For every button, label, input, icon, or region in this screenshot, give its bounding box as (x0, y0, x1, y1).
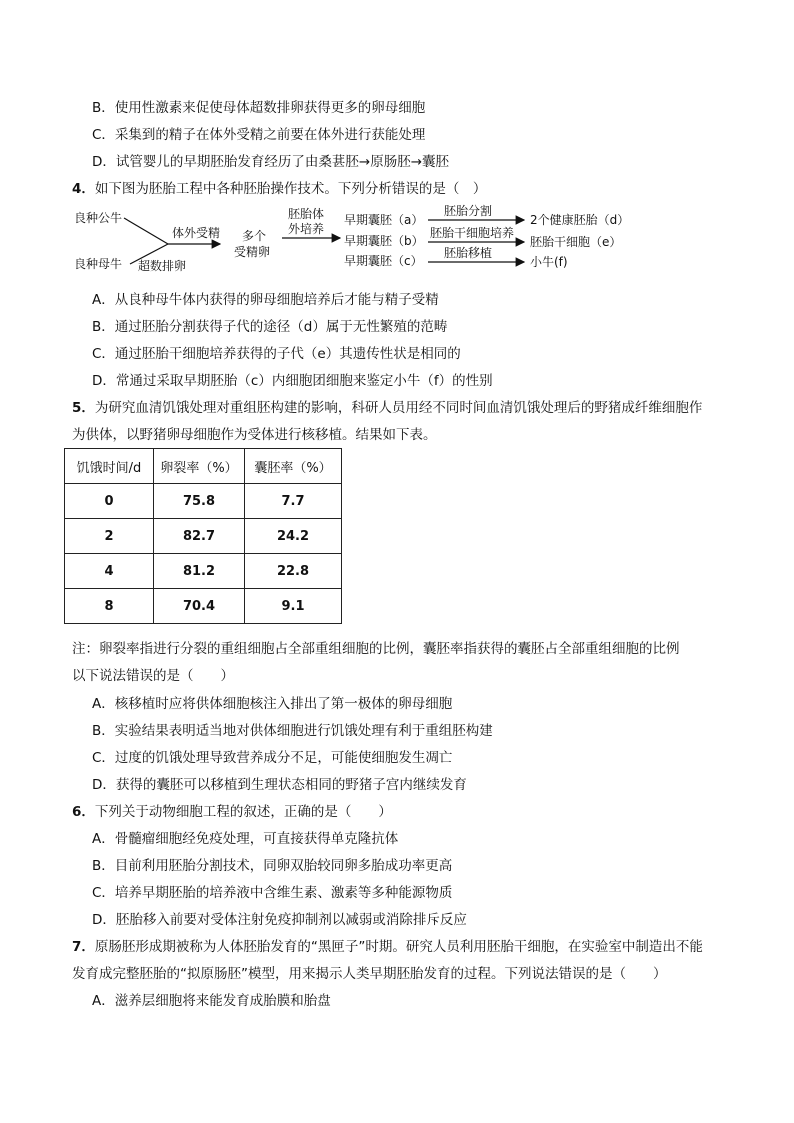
table-cell: 22.8 (245, 554, 342, 589)
table-header: 卵裂率（%） (154, 449, 245, 484)
table-cell: 70.4 (154, 589, 245, 624)
question-text: 下列关于动物细胞工程的叙述，正确的是（ ） (94, 804, 392, 820)
results-table (64, 448, 342, 624)
question-4-stem (72, 177, 486, 197)
table-row (65, 519, 342, 554)
question-7-stem-2: 发育成完整胚胎的“拟原肠胚”模型，用来揭示人类早期胚胎发育的过程。下列说法错误的是（ ） (72, 966, 667, 982)
table-header: 囊胚率（%） (245, 449, 342, 484)
table-cell: 0 (65, 484, 154, 519)
q4-option-b: B．通过胚胎分割获得子代的途径（d）属于无性繁殖的范畴 (92, 319, 448, 335)
line-bull (124, 218, 168, 244)
label-cow: 良种母牛 (74, 257, 123, 271)
q4-option-c: C．通过胚胎干细胞培养获得的子代（e）其遗传性状是相同的 (92, 346, 461, 362)
label-output-d: 2个健康胚胎（d） (530, 213, 630, 227)
table-header: 饥饿时间/d (65, 449, 154, 484)
question-7-stem-1 (72, 935, 703, 955)
label-embryo-transfer: 胚胎移植 (444, 246, 493, 260)
label-output-f: 小牛(f) (530, 255, 568, 269)
table-cell: 75.8 (154, 484, 245, 519)
table-cell: 24.2 (245, 519, 342, 554)
question-text: 原肠胚形成期被称为人体胚胎发育的“黑匣子”时期。研究人员利用胚胎干细胞，在实验室中制造出不能 (94, 939, 703, 955)
table-row (65, 589, 342, 624)
q4-option-a: A．从良种母牛体内获得的卵母细胞培养后才能与精子受精 (92, 292, 439, 308)
question-5-stem-1 (72, 396, 702, 416)
table-cell: 8 (65, 589, 154, 624)
q6-option-a: A．骨髓瘤细胞经免疫处理，可直接获得单克隆抗体 (92, 831, 399, 847)
q4-option-d: D．常通过采取早期胚胎（c）内细胞团细胞来鉴定小牛（f）的性别 (92, 373, 493, 389)
embryo-engineering-diagram (72, 200, 672, 280)
label-zygote-1: 多个 (242, 229, 267, 243)
table-cell: 9.1 (245, 589, 342, 624)
q5-option-b: B．实验结果表明适当地对供体细胞进行饥饿处理有利于重组胚构建 (92, 723, 493, 739)
table-cell: 81.2 (154, 554, 245, 589)
table-header-row (65, 449, 342, 484)
label-blastocyst-c: 早期囊胚（c） (344, 254, 423, 268)
q5-option-d: D．获得的囊胚可以移植到生理状态相同的野猪子宫内继续发育 (92, 777, 467, 793)
label-embryo-splitting: 胚胎分割 (444, 204, 493, 218)
table-row (65, 484, 342, 519)
question-5-stem-2: 为供体，以野猪卵母细胞作为受体进行核移植。结果如下表。 (72, 427, 437, 443)
question-number: 6． (72, 804, 95, 820)
label-output-e: 胚胎干细胞（e） (530, 235, 622, 249)
q7-option-a: A．滋养层细胞将来能发育成胎膜和胎盘 (92, 993, 331, 1009)
q5-option-c: C．过度的饥饿处理导致营养成分不足，可能使细胞发生凋亡 (92, 750, 453, 766)
question-6-stem (72, 800, 392, 820)
label-stem-cell-culture: 胚胎干细胞培养 (430, 226, 515, 240)
question-text: 如下图为胚胎工程中各种胚胎操作技术。下列分析错误的是（ ） (94, 181, 487, 197)
table-cell: 4 (65, 554, 154, 589)
table-note: 注：卵裂率指进行分裂的重组细胞占全部重组细胞的比例，囊胚率指获得的囊胚占全部重组细胞的比例 (72, 641, 680, 657)
label-superovulation: 超数排卵 (138, 259, 187, 273)
question-number: 5． (72, 400, 95, 416)
table-cell: 7.7 (245, 484, 342, 519)
table-cell: 2 (65, 519, 154, 554)
question-text: 为研究血清饥饿处理对重组胚构建的影响，科研人员用经不同时间血清饥饿处理后的野猪成纤维细胞作 (94, 400, 703, 416)
table-cell: 82.7 (154, 519, 245, 554)
q5-option-a: A．核移植时应将供体细胞核注入排出了第一极体的卵母细胞 (92, 696, 453, 712)
label-culture-2: 外培养 (288, 222, 325, 236)
option-c-prev: C．采集到的精子在体外受精之前要在体外进行获能处理 (92, 127, 426, 143)
label-blastocyst-b: 早期囊胚（b） (344, 234, 424, 248)
option-b-prev: B．使用性激素来促使母体超数排卵获得更多的卵母细胞 (92, 100, 426, 116)
label-culture-1: 胚胎体 (288, 207, 325, 221)
q6-option-d: D．胚胎移入前要对受体注射免疫抑制剂以减弱或消除排斥反应 (92, 912, 467, 928)
table-row (65, 554, 342, 589)
question-number: 4． (72, 181, 95, 197)
label-bull: 良种公牛 (74, 211, 123, 225)
q6-option-b: B．目前利用胚胎分割技术，同卵双胎较同卵多胎成功率更高 (92, 858, 453, 874)
question-5-ask: 以下说法错误的是（ ） (72, 668, 234, 684)
label-ivf: 体外受精 (172, 226, 221, 240)
label-zygote-2: 受精卵 (234, 245, 271, 259)
option-d-prev: D．试管婴儿的早期胚胎发育经历了由桑葚胚→原肠胚→囊胚 (92, 154, 450, 170)
q6-option-c: C．培养早期胚胎的培养液中含维生素、激素等多种能源物质 (92, 885, 453, 901)
label-blastocyst-a: 早期囊胚（a） (344, 213, 424, 227)
question-number: 7． (72, 939, 95, 955)
